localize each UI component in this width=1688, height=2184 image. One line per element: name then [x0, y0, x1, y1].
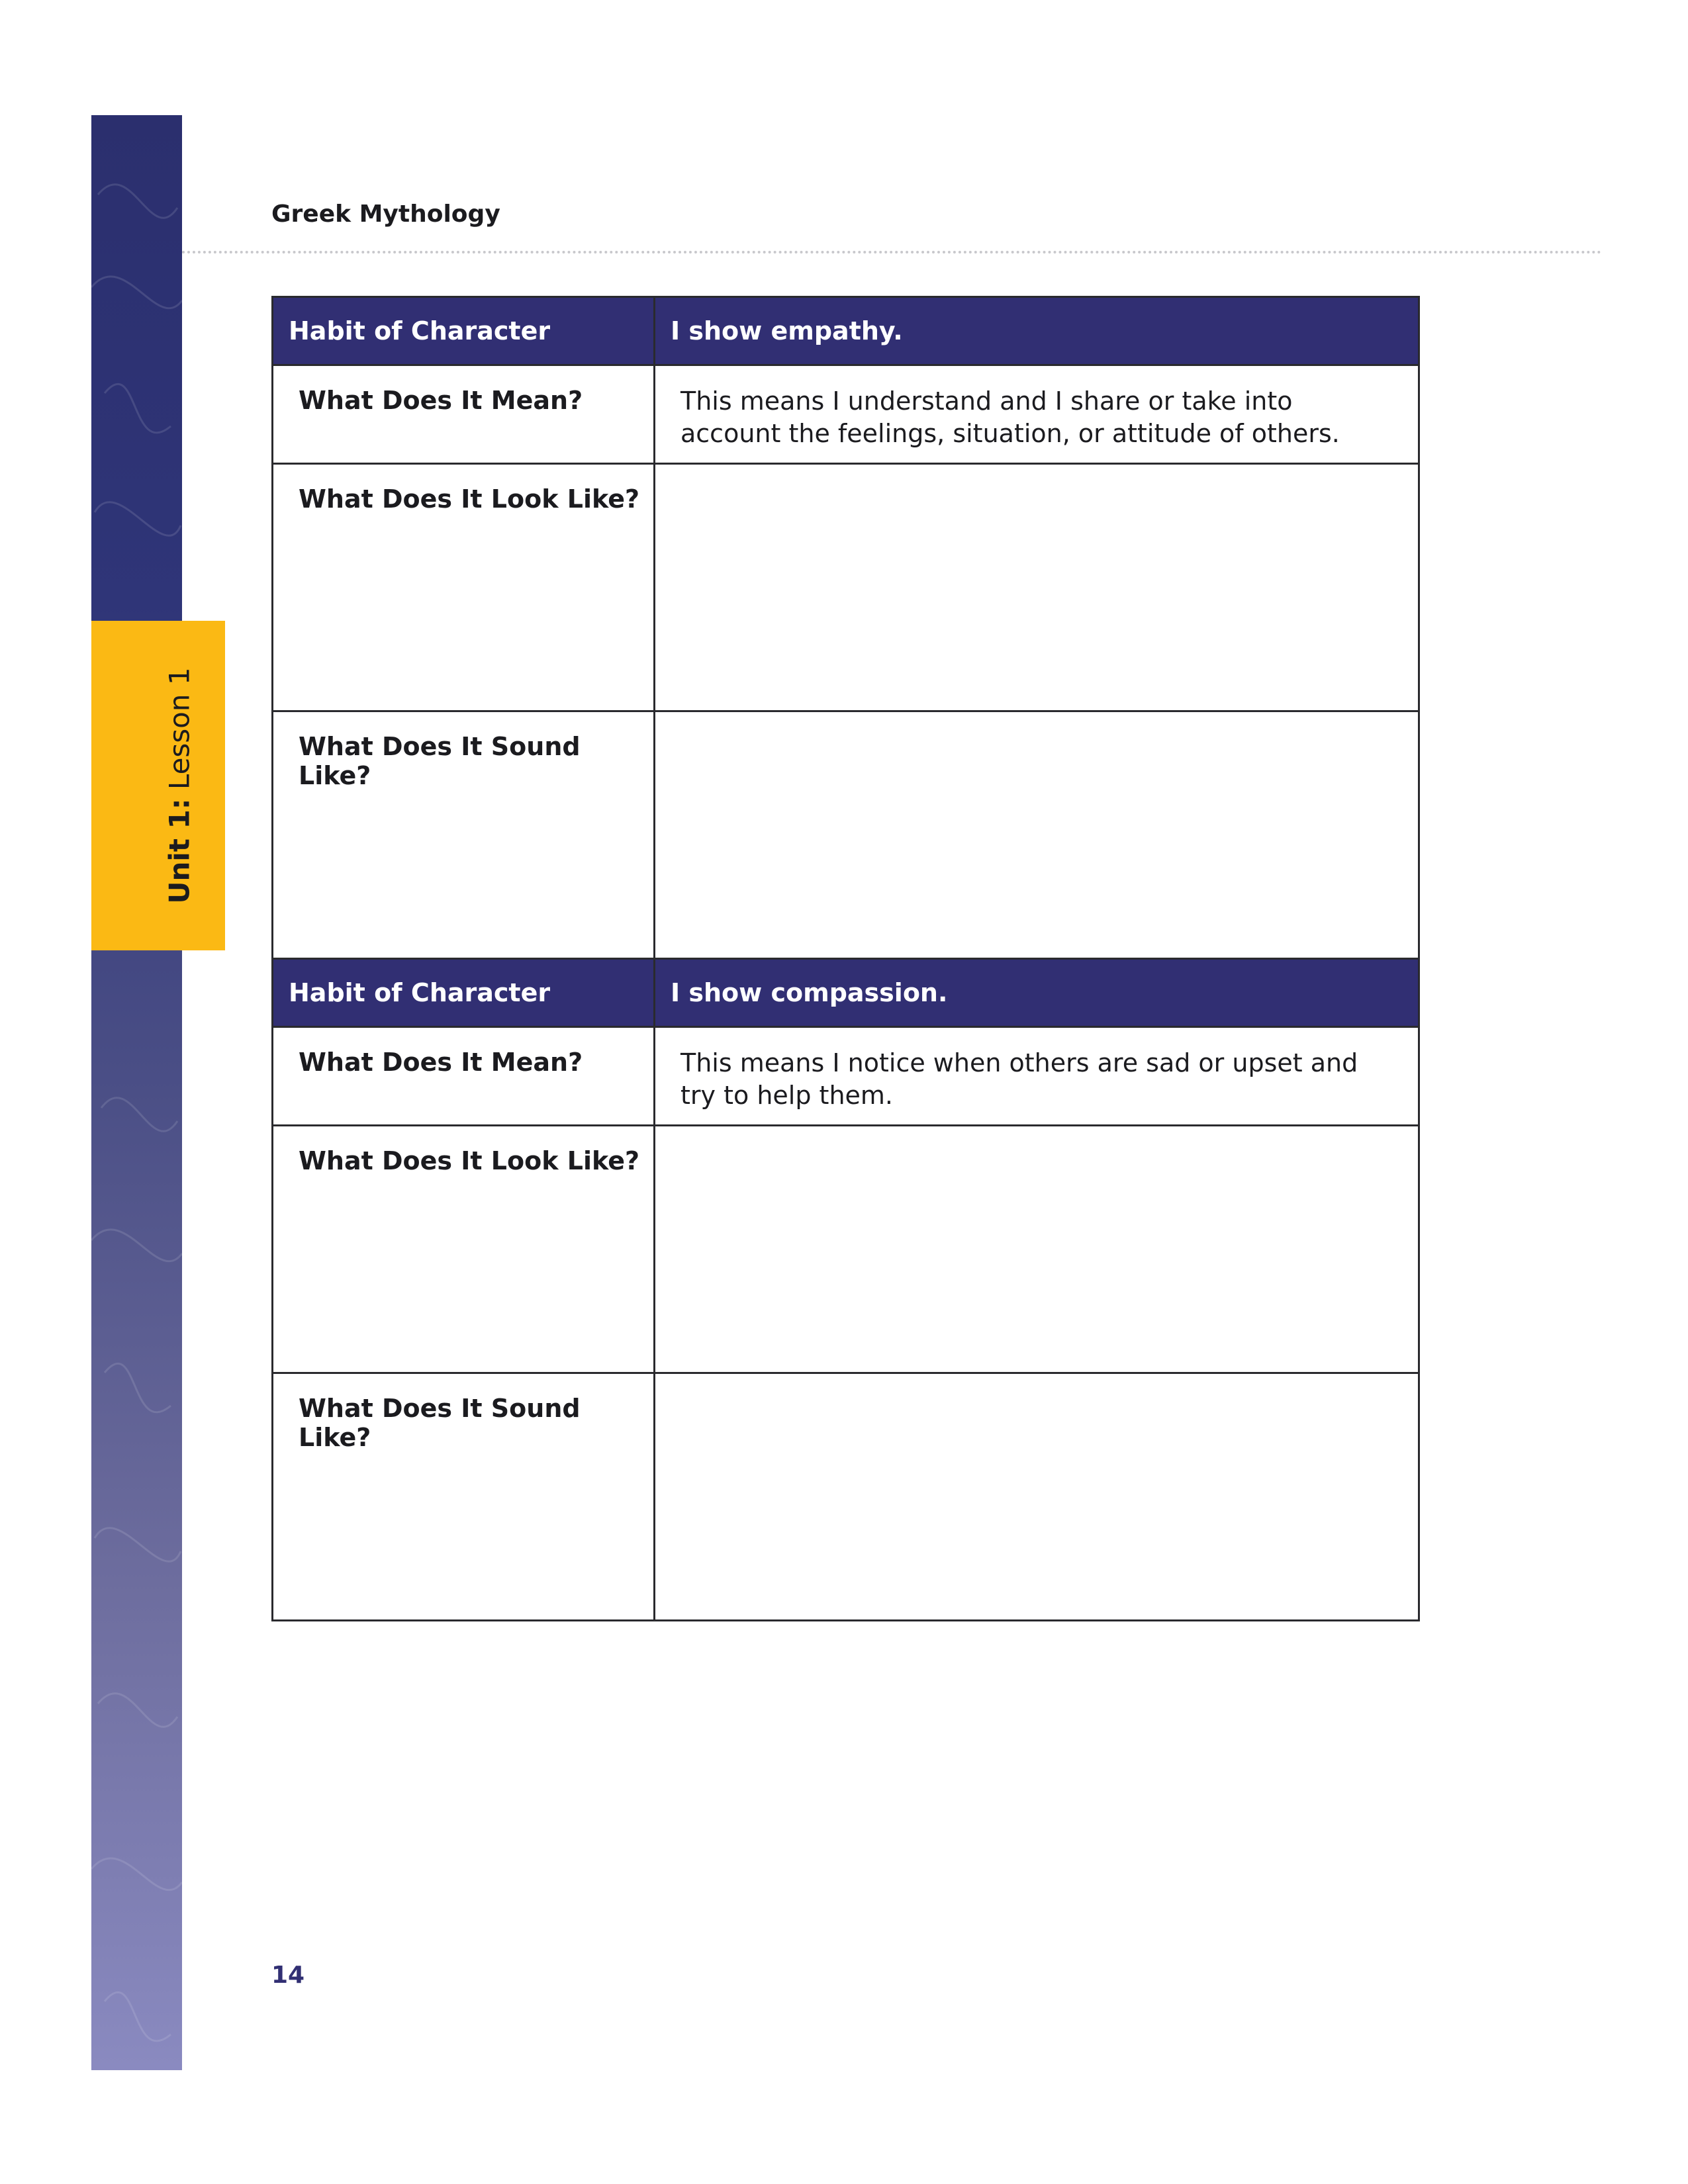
sound-like-answer-field — [655, 712, 1418, 731]
meaning-text: This means I understand and I share or take into account the feelings, situation, or attitude of others. — [680, 387, 1340, 448]
look-like-row — [273, 464, 1419, 711]
look-like-row — [273, 1126, 1419, 1373]
decorative-side-band — [91, 115, 182, 2070]
habit-header-label: Habit of Character — [273, 959, 655, 1027]
sound-like-answer-field — [655, 1374, 1418, 1393]
habits-of-character-table — [271, 296, 1420, 1621]
look-like-label: What Does It Look Like? — [299, 484, 640, 514]
meaning-label: What Does It Mean? — [299, 1048, 583, 1077]
habit-header-row — [273, 297, 1419, 365]
meaning-text: This means I notice when others are sad or upset and try to help them. — [680, 1048, 1358, 1110]
unit-lesson-tab — [91, 621, 225, 950]
unit-lesson-label — [164, 667, 196, 903]
lesson-label: Lesson 1 — [163, 667, 196, 790]
sound-like-label: What Does It Sound Like? — [299, 732, 581, 790]
page-number: 14 — [271, 1962, 305, 1989]
sound-like-row — [273, 711, 1419, 959]
habit-header-row — [273, 959, 1419, 1027]
unit-label: Unit 1: — [163, 798, 196, 904]
habit-name: I show compassion. — [655, 959, 1419, 1027]
sound-like-label: What Does It Sound Like? — [299, 1394, 581, 1452]
habit-name: I show empathy. — [655, 297, 1419, 365]
side-band-texture — [91, 115, 182, 2070]
sound-like-row — [273, 1373, 1419, 1621]
habit-header-label: Habit of Character — [273, 297, 655, 365]
look-like-answer-field — [655, 465, 1418, 484]
meaning-row — [273, 365, 1419, 464]
meaning-row — [273, 1027, 1419, 1126]
look-like-answer-field — [655, 1126, 1418, 1146]
look-like-label: What Does It Look Like? — [299, 1146, 640, 1175]
meaning-label: What Does It Mean? — [299, 386, 583, 415]
header-divider — [182, 251, 1602, 253]
running-head: Greek Mythology — [271, 201, 500, 228]
